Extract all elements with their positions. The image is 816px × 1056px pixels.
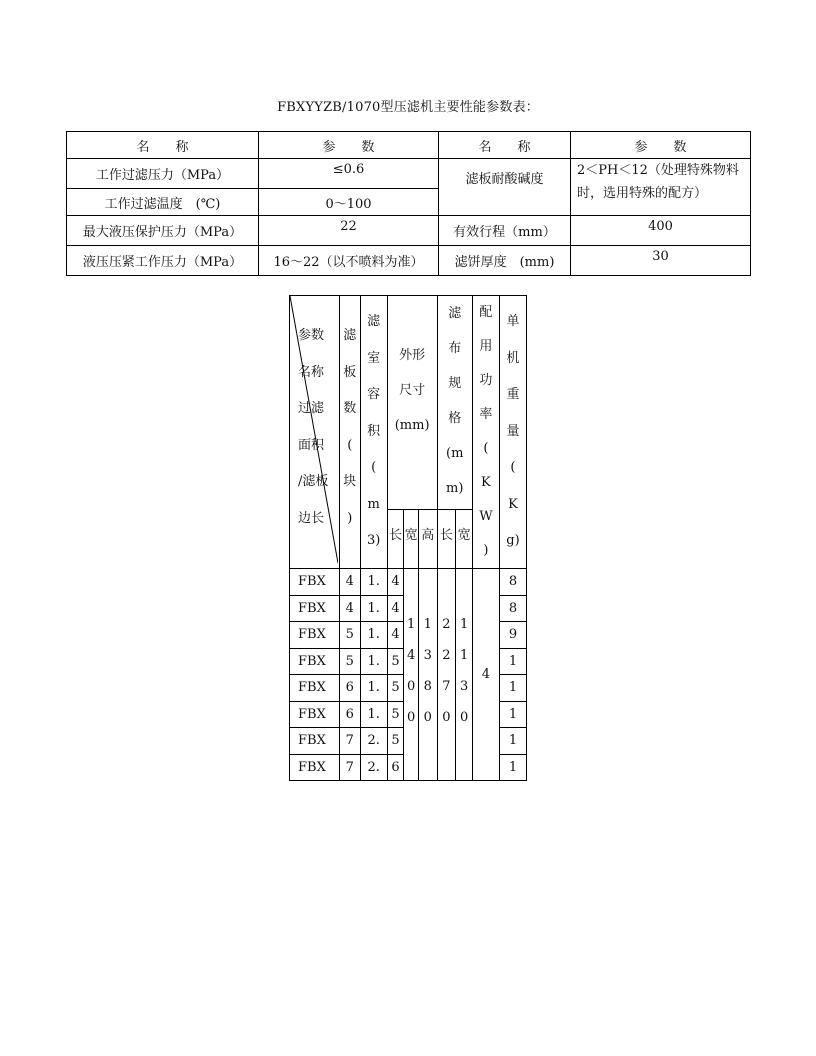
length-cell: 6	[387, 754, 404, 781]
length-cell: 4	[387, 595, 404, 622]
header-char: 块	[343, 474, 357, 489]
header-char: (	[371, 460, 377, 475]
header-char: 功	[479, 373, 493, 388]
header-char: m	[367, 496, 380, 512]
weight-cell: 1	[499, 701, 526, 728]
volume-cell: 2.	[360, 754, 387, 781]
header-char: 容	[367, 387, 381, 402]
plates-cell: 5	[339, 648, 360, 675]
header-char: 数	[343, 401, 357, 416]
spec-name-2: 滤饼厚度 (mm)	[439, 246, 571, 276]
spec-value-merged: 2＜PH＜12（处理特殊物料时，选用特殊的配方）	[571, 159, 751, 216]
volume-cell: 1.	[360, 622, 387, 649]
merged-digit: 0	[406, 679, 416, 694]
header-char: (	[510, 460, 516, 475]
spec-value: 22	[259, 216, 439, 246]
spec-row	[67, 159, 751, 189]
merged-digit: 0	[406, 710, 416, 725]
model-cell: FBX	[290, 675, 340, 702]
spec-table	[66, 131, 751, 276]
weight-cell: 9	[499, 622, 526, 649]
diagonal-header-cell	[290, 296, 340, 569]
header-char: g)	[506, 533, 520, 548]
header-char: W	[479, 509, 493, 524]
diag-label: 边长	[298, 510, 325, 526]
merged-digit: 7	[442, 679, 451, 694]
dims-sub-length: 长	[387, 510, 404, 569]
spec-value: ≤0.6	[259, 159, 439, 189]
header-char: )	[483, 543, 489, 558]
cloth-sub-length: 长	[437, 510, 456, 569]
diagonal-header-labels	[298, 318, 328, 537]
length-cell: 5	[387, 728, 404, 755]
header-char: 布	[448, 341, 462, 356]
col-weight-header	[499, 296, 526, 569]
weight-cell: 1	[499, 675, 526, 702]
length-cell: 5	[387, 701, 404, 728]
length-cell: 5	[387, 675, 404, 702]
header-char: m)	[446, 481, 464, 496]
header-value-2: 参 数	[571, 132, 751, 159]
plates-cell: 7	[339, 728, 360, 755]
merged-digit: 2	[442, 617, 451, 632]
header-char: 用	[479, 339, 493, 354]
merged-digit: 8	[423, 679, 432, 694]
diag-label: 名称	[298, 364, 325, 380]
header-char: 规	[448, 376, 462, 391]
spec-value-2: 400	[571, 216, 751, 246]
model-cell: FBX	[290, 569, 340, 596]
cloth-length-merged-cell	[437, 569, 456, 781]
header-char: 滤	[343, 328, 357, 343]
header-text: 外形	[399, 348, 426, 363]
header-char: 滤	[448, 306, 462, 321]
header-char: 滤	[367, 314, 381, 329]
merged-digit: 3	[459, 679, 469, 694]
spec-row	[67, 216, 751, 246]
header-char: (	[483, 441, 489, 456]
header-char: (m	[446, 446, 464, 461]
header-char: K	[508, 496, 518, 512]
merged-digit: 0	[442, 710, 451, 725]
width-merged-cell	[404, 569, 419, 781]
header-text: 尺寸	[399, 383, 426, 398]
model-cell: FBX	[290, 622, 340, 649]
volume-cell: 1.	[360, 569, 387, 596]
volume-cell: 1.	[360, 701, 387, 728]
spec-name: 工作过滤压力（MPa）	[67, 159, 259, 189]
header-char: (	[347, 437, 353, 453]
header-char: 格	[448, 411, 462, 426]
spec-value: 0～100	[259, 189, 439, 216]
spec-name-merged: 滤板耐酸碱度	[439, 159, 571, 216]
dims-sub-width: 宽	[404, 510, 419, 569]
merged-digit: 1	[423, 617, 432, 632]
plates-cell: 7	[339, 754, 360, 781]
spec-value-2: 30	[571, 246, 751, 276]
header-char: )	[347, 510, 353, 526]
plates-cell: 4	[339, 595, 360, 622]
diag-label: 过滤	[298, 401, 325, 416]
header-char: 率	[479, 407, 493, 422]
col-power-header	[472, 296, 499, 569]
weight-cell: 1	[499, 754, 526, 781]
merged-digit: 0	[423, 710, 432, 725]
spec-name: 液压压紧工作压力（MPa）	[67, 246, 259, 276]
model-cell: FBX	[290, 648, 340, 675]
model-table-wrap	[289, 295, 527, 780]
header-char: 3)	[367, 533, 381, 548]
header-char: 重	[506, 387, 520, 402]
plates-cell: 5	[339, 622, 360, 649]
col-dims-header	[387, 296, 437, 510]
col-cloth-header	[437, 296, 472, 510]
cloth-width-merged-cell	[456, 569, 473, 781]
model-cell: FBX	[290, 728, 340, 755]
merged-digit: 3	[423, 648, 432, 663]
header-char: 量	[506, 423, 520, 439]
plates-cell: 6	[339, 701, 360, 728]
spec-header-row	[67, 132, 751, 159]
cloth-sub-width: 宽	[456, 510, 473, 569]
header-value: 参 数	[259, 132, 439, 159]
header-char: 积	[367, 423, 381, 439]
header-char: 单	[506, 314, 520, 329]
height-merged-cell	[418, 569, 437, 781]
volume-cell: 1.	[360, 648, 387, 675]
spec-name: 工作过滤温度 (℃)	[67, 189, 259, 216]
spec-row	[67, 246, 751, 276]
volume-cell: 1.	[360, 595, 387, 622]
plates-cell: 4	[339, 569, 360, 596]
dims-sub-height: 高	[418, 510, 437, 569]
col-volume-header	[360, 296, 387, 569]
page-title: FBXYYZB/1070型压滤机主要性能参数表：	[277, 100, 539, 115]
spec-name-2: 有效行程（mm）	[439, 216, 571, 246]
length-cell: 4	[387, 569, 404, 596]
length-cell: 5	[387, 648, 404, 675]
model-cell: FBX	[290, 754, 340, 781]
header-char: 室	[367, 350, 381, 366]
model-cell: FBX	[290, 595, 340, 622]
plates-cell: 6	[339, 675, 360, 702]
header-char: 板	[343, 364, 357, 380]
spec-name: 最大液压保护压力（MPa）	[67, 216, 259, 246]
model-table	[289, 295, 527, 781]
merged-digit: 1	[459, 648, 469, 663]
header-name: 名 称	[67, 132, 259, 159]
volume-cell: 2.	[360, 728, 387, 755]
merged-digit: 4	[406, 648, 416, 663]
diag-label: /滤板	[298, 474, 329, 489]
weight-cell: 8	[499, 569, 526, 596]
weight-cell: 8	[499, 595, 526, 622]
merged-digit: 2	[442, 648, 451, 663]
header-char: 配	[479, 305, 493, 320]
diag-label: 参数	[298, 328, 325, 343]
volume-cell: 1.	[360, 675, 387, 702]
header-name-2: 名 称	[439, 132, 571, 159]
weight-cell: 1	[499, 648, 526, 675]
header-text: (mm)	[394, 418, 430, 433]
model-cell: FBX	[290, 701, 340, 728]
diag-label: 面积	[298, 437, 325, 453]
weight-cell: 1	[499, 728, 526, 755]
col-plates-header	[339, 296, 360, 569]
header-char: K	[481, 475, 491, 490]
merged-digit: 0	[459, 710, 469, 725]
length-cell: 4	[387, 622, 404, 649]
merged-digit: 1	[406, 617, 416, 632]
power-merged-cell: 4	[472, 569, 499, 781]
merged-digit: 1	[459, 617, 469, 632]
header-char: 机	[506, 350, 520, 366]
spec-value: 16～22（以不喷料为准）	[259, 246, 439, 276]
table-row	[290, 569, 527, 596]
